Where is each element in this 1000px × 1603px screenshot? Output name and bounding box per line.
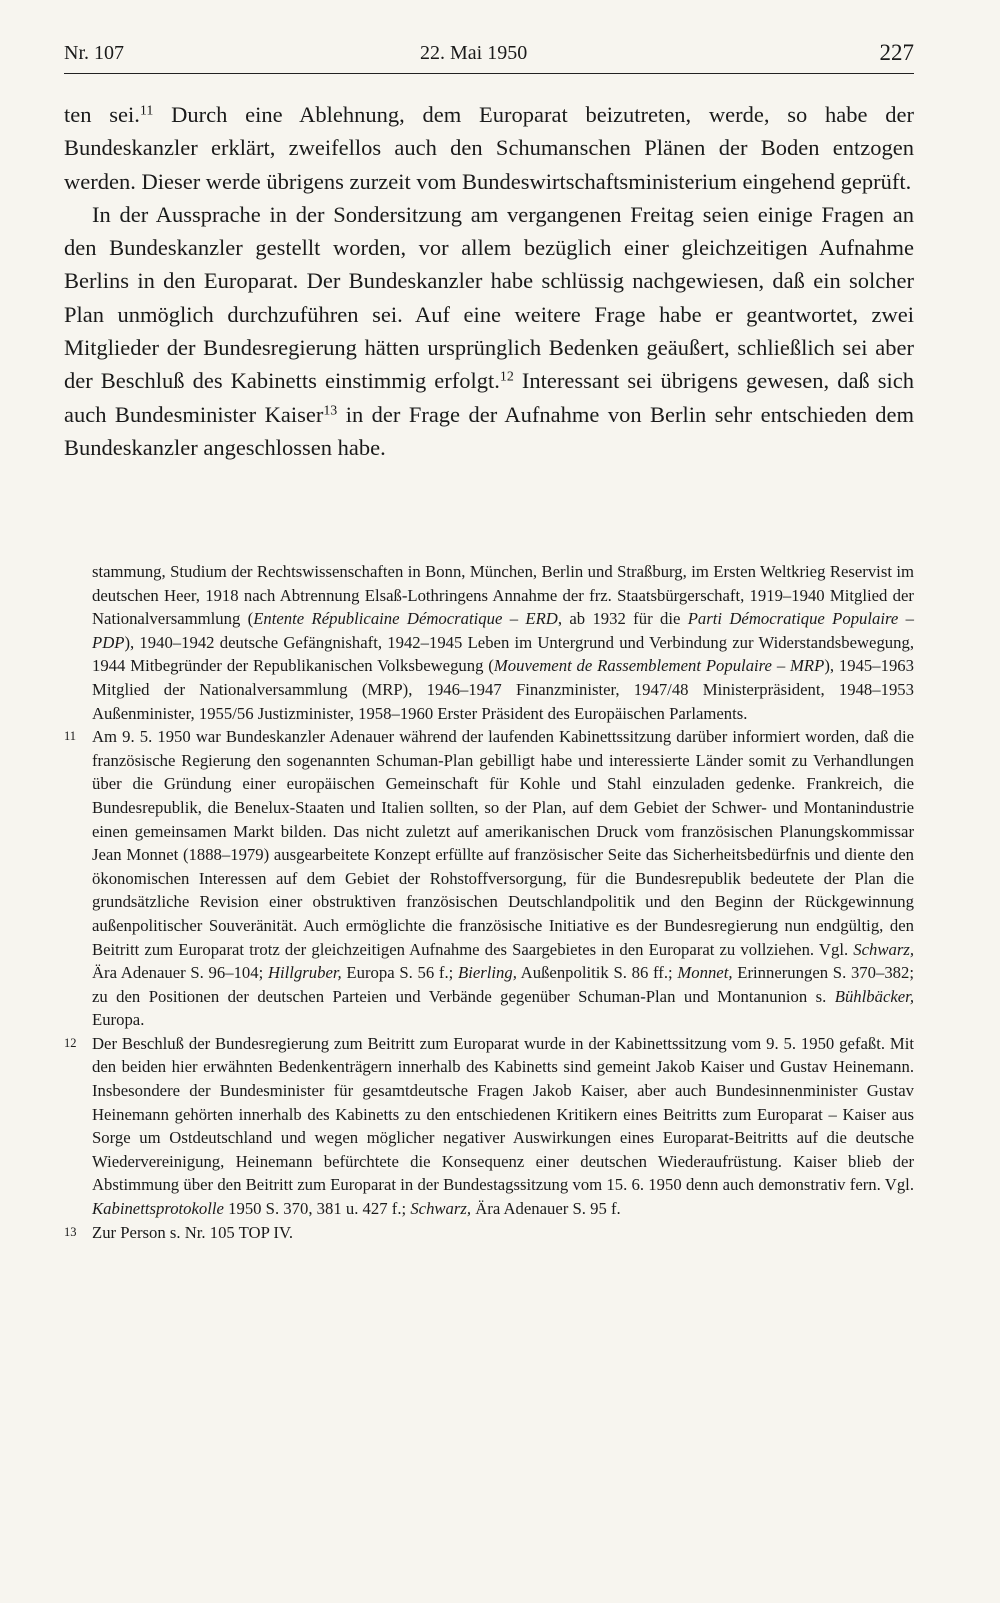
footnote-ref-12[interactable]: 12: [499, 369, 514, 385]
header-rule: [64, 73, 914, 74]
fn12-c: 1950 S. 370, 381 u. 427 f.;: [223, 1199, 411, 1219]
fn-cont-e: ), 1940–1942 deutsche Gefängnishaft, 1942–1945 Leben im Untergrund und Verbindung zur Widerstandsbewegung, 1944 Mitbegründer der Republikanischen Volksbewegung (: [92, 632, 914, 676]
fn11-h: Monnet,: [677, 963, 733, 983]
fn11-f: Bierling,: [458, 963, 517, 983]
fn-cont-a: stammung, Studium der Rechtswissenschaften in Bonn, München, Berlin und Straßburg, im Ersten Weltkrieg Reservist im deutschen Heer, 1918 nach Abtrennung Elsaß-Lothringens Annahme der frz. Staatsbürgerschaft, 1919–1940 Mitglied der Nationalversammlung (: [92, 562, 914, 629]
paragraph-2: [64, 198, 914, 464]
fn11-b: Schwarz,: [853, 939, 914, 959]
document-number: Nr. 107: [64, 42, 124, 64]
fn-cont-b: Entente Républicaine Démocratique – ERD: [253, 609, 558, 629]
fn11-c: Ära Adenauer S. 96–104;: [92, 963, 268, 983]
paragraph-2-text-c: in der Frage der Aufnahme von Berlin sehr entschieden dem Bundeskanzler angeschlossen habe.: [64, 401, 914, 460]
fn12-a: Der Beschluß der Bundesregierung zum Beitritt zum Europarat wurde in der Kabinettssitzung vom 9. 5. 1950 gefaßt. Mit den beiden hier erwähnten Bedenkenträgern innerhalb des Kabinetts sind gemeint Jakob Kaiser und Gustav Heinemann. Insbesondere der Bundesminister für gesamtdeutsche Fragen Jakob Kaiser, aber auch Bundesinnenminister Gustav Heinemann gehörten innerhalb des Kabinetts zu den entschiedenen Kritikern eines Beitritts zum Europarat – Kaiser aus Sorge um Ostdeutschland und wegen möglicher negativer Auswirkungen eines Europarat-Beitritts auf die deutsche Wiedervereinigung, Heinemann befürchtete die Konsequenz einer deutschen Wiederaufrüstung. Kaiser blieb der Abstimmung über den Beitritt zum Europarat in der Bundestagssitzung vom 15. 6. 1950 denn auch demonstrativ fern. Vgl.: [92, 1033, 914, 1195]
fn11-d: Hillgruber,: [267, 963, 342, 983]
page-number: 227: [879, 40, 914, 65]
footnote-ref-13[interactable]: 13: [323, 403, 338, 418]
footnote-13: [64, 1221, 914, 1245]
fn11-i: Erinnerungen S. 370–382; zu den Positionen der deutschen Parteien und Verbände gegenüber Schuman-Plan und Montanunion s.: [92, 963, 914, 1006]
footnotes: [64, 560, 914, 1244]
fn11-e: Europa S. 56 f.;: [341, 963, 458, 983]
fn-cont-f: Mouvement de Rassemblement Populaire – MRP: [493, 656, 825, 676]
fn11-j: Bühlbäcker,: [834, 986, 914, 1006]
footnote-13-number: 13: [64, 1224, 77, 1239]
paragraph-1-text-b: Durch eine Ablehnung, dem Europarat beizutreten, werde, so habe der Bundeskanzler erklärt, zweifellos auch den Schumanschen Plänen der Boden entzogen werden. Dieser werde übrigens zurzeit vom Bundeswirtschaftsministerium eingehend geprüft.: [64, 102, 914, 194]
main-text: [64, 98, 914, 464]
fn-cont-g: ), 1945–1963 Mitglied der Nationalversammlung (MRP), 1946–1947 Finanzminister, 1947/48 Ministerpräsident, 1948–1953 Außenminister, 1955/56 Justizminister, 1958–1960 Erster Präsident des Europäischen Parlaments.: [92, 656, 914, 723]
fn12-d: Schwarz,: [410, 1199, 472, 1219]
paragraph-2-text-b: Interessant sei übrigens gewesen, daß sich auch Bundesminister Kaiser: [64, 368, 914, 427]
fn-cont-c: , ab 1932 für die: [557, 609, 688, 629]
fn13-a: Zur Person s. Nr. 105 TOP IV.: [92, 1222, 294, 1242]
footnote-12: [64, 1032, 914, 1221]
fn12-b: Kabinettsprotokolle: [92, 1199, 224, 1219]
footnote-11: [64, 725, 914, 1032]
fn11-k: Europa.: [92, 1010, 145, 1030]
paragraph-1-text-a: ten sei.: [64, 102, 140, 127]
footnote-11-number: 11: [64, 729, 77, 744]
fn12-e: Ära Adenauer S. 95 f.: [471, 1199, 621, 1219]
paragraph-2-text-a: In der Aussprache in der Sondersitzung am vergangenen Freitag seien einige Fragen an den Bundeskanzler gestellt worden, vor allem bezüglich einer gleichzeitigen Aufnahme Berlins in den Europarat. Der Bundeskanzler habe schlüssig nachgewiesen, daß ein solcher Plan unmöglich durchzuführen sei. Auf eine weitere Frage habe er geantwortet, zwei Mitglieder der Bundesregierung hätten ursprünglich Bedenken geäußert, schließlich sei aber der Beschluß des Kabinetts einstimmig erfolgt.: [64, 201, 914, 394]
footnote-continuation: [92, 560, 914, 725]
footnote-ref-11[interactable]: 11: [139, 103, 154, 119]
fn11-a: Am 9. 5. 1950 war Bundeskanzler Adenauer während der laufenden Kabinettssitzung darüber informiert worden, daß die französische Regierung den sogenannten Schuman-Plan gebilligt habe und interessierte Länder somit zu Verhandlungen über die Gründung einer europäischen Gemeinschaft für Kohle und Stahl einzuladen gedenke. Frankreich, die Bundesrepublik, die Benelux-Staaten und Italien sollten, so der Plan, auf dem Gebiet der Schwer- und Montanindustrie einen gemeinsamen Markt bilden. Das nicht zuletzt auf amerikanischen Druck vom französischen Planungskommissar Jean Monnet (1888–1979) ausgearbeitete Konzept erfüllte auf französischer Seite das Sicherheitsbedürfnis und diente den ökonomischen Interessen auf dem Gebiet der Rohstoffversorgung, für die Bundesrepublik bedeutete der Plan die grundsätzliche Revision einer obstruktiven französischen Deutschlandpolitik und den Beginn der Rückgewinnung außenpolitischer Souveränität. Auch ermöglichte die französische Initiative es der Bundesregierung nun endgültig, den Beitritt zum Europarat trotz der gleichzeitigen Aufnahme des Saargebietes in den Europarat zu vollziehen. Vgl.: [92, 727, 914, 959]
paragraph-1: [64, 98, 914, 198]
running-header: [64, 36, 914, 70]
fn11-g: Außenpolitik S. 86 ff.;: [516, 963, 678, 983]
footnote-12-number: 12: [64, 1035, 77, 1050]
fn-cont-d: Parti Démocratique Populaire – PDP: [92, 609, 914, 652]
header-date: 22. Mai 1950: [420, 42, 528, 64]
